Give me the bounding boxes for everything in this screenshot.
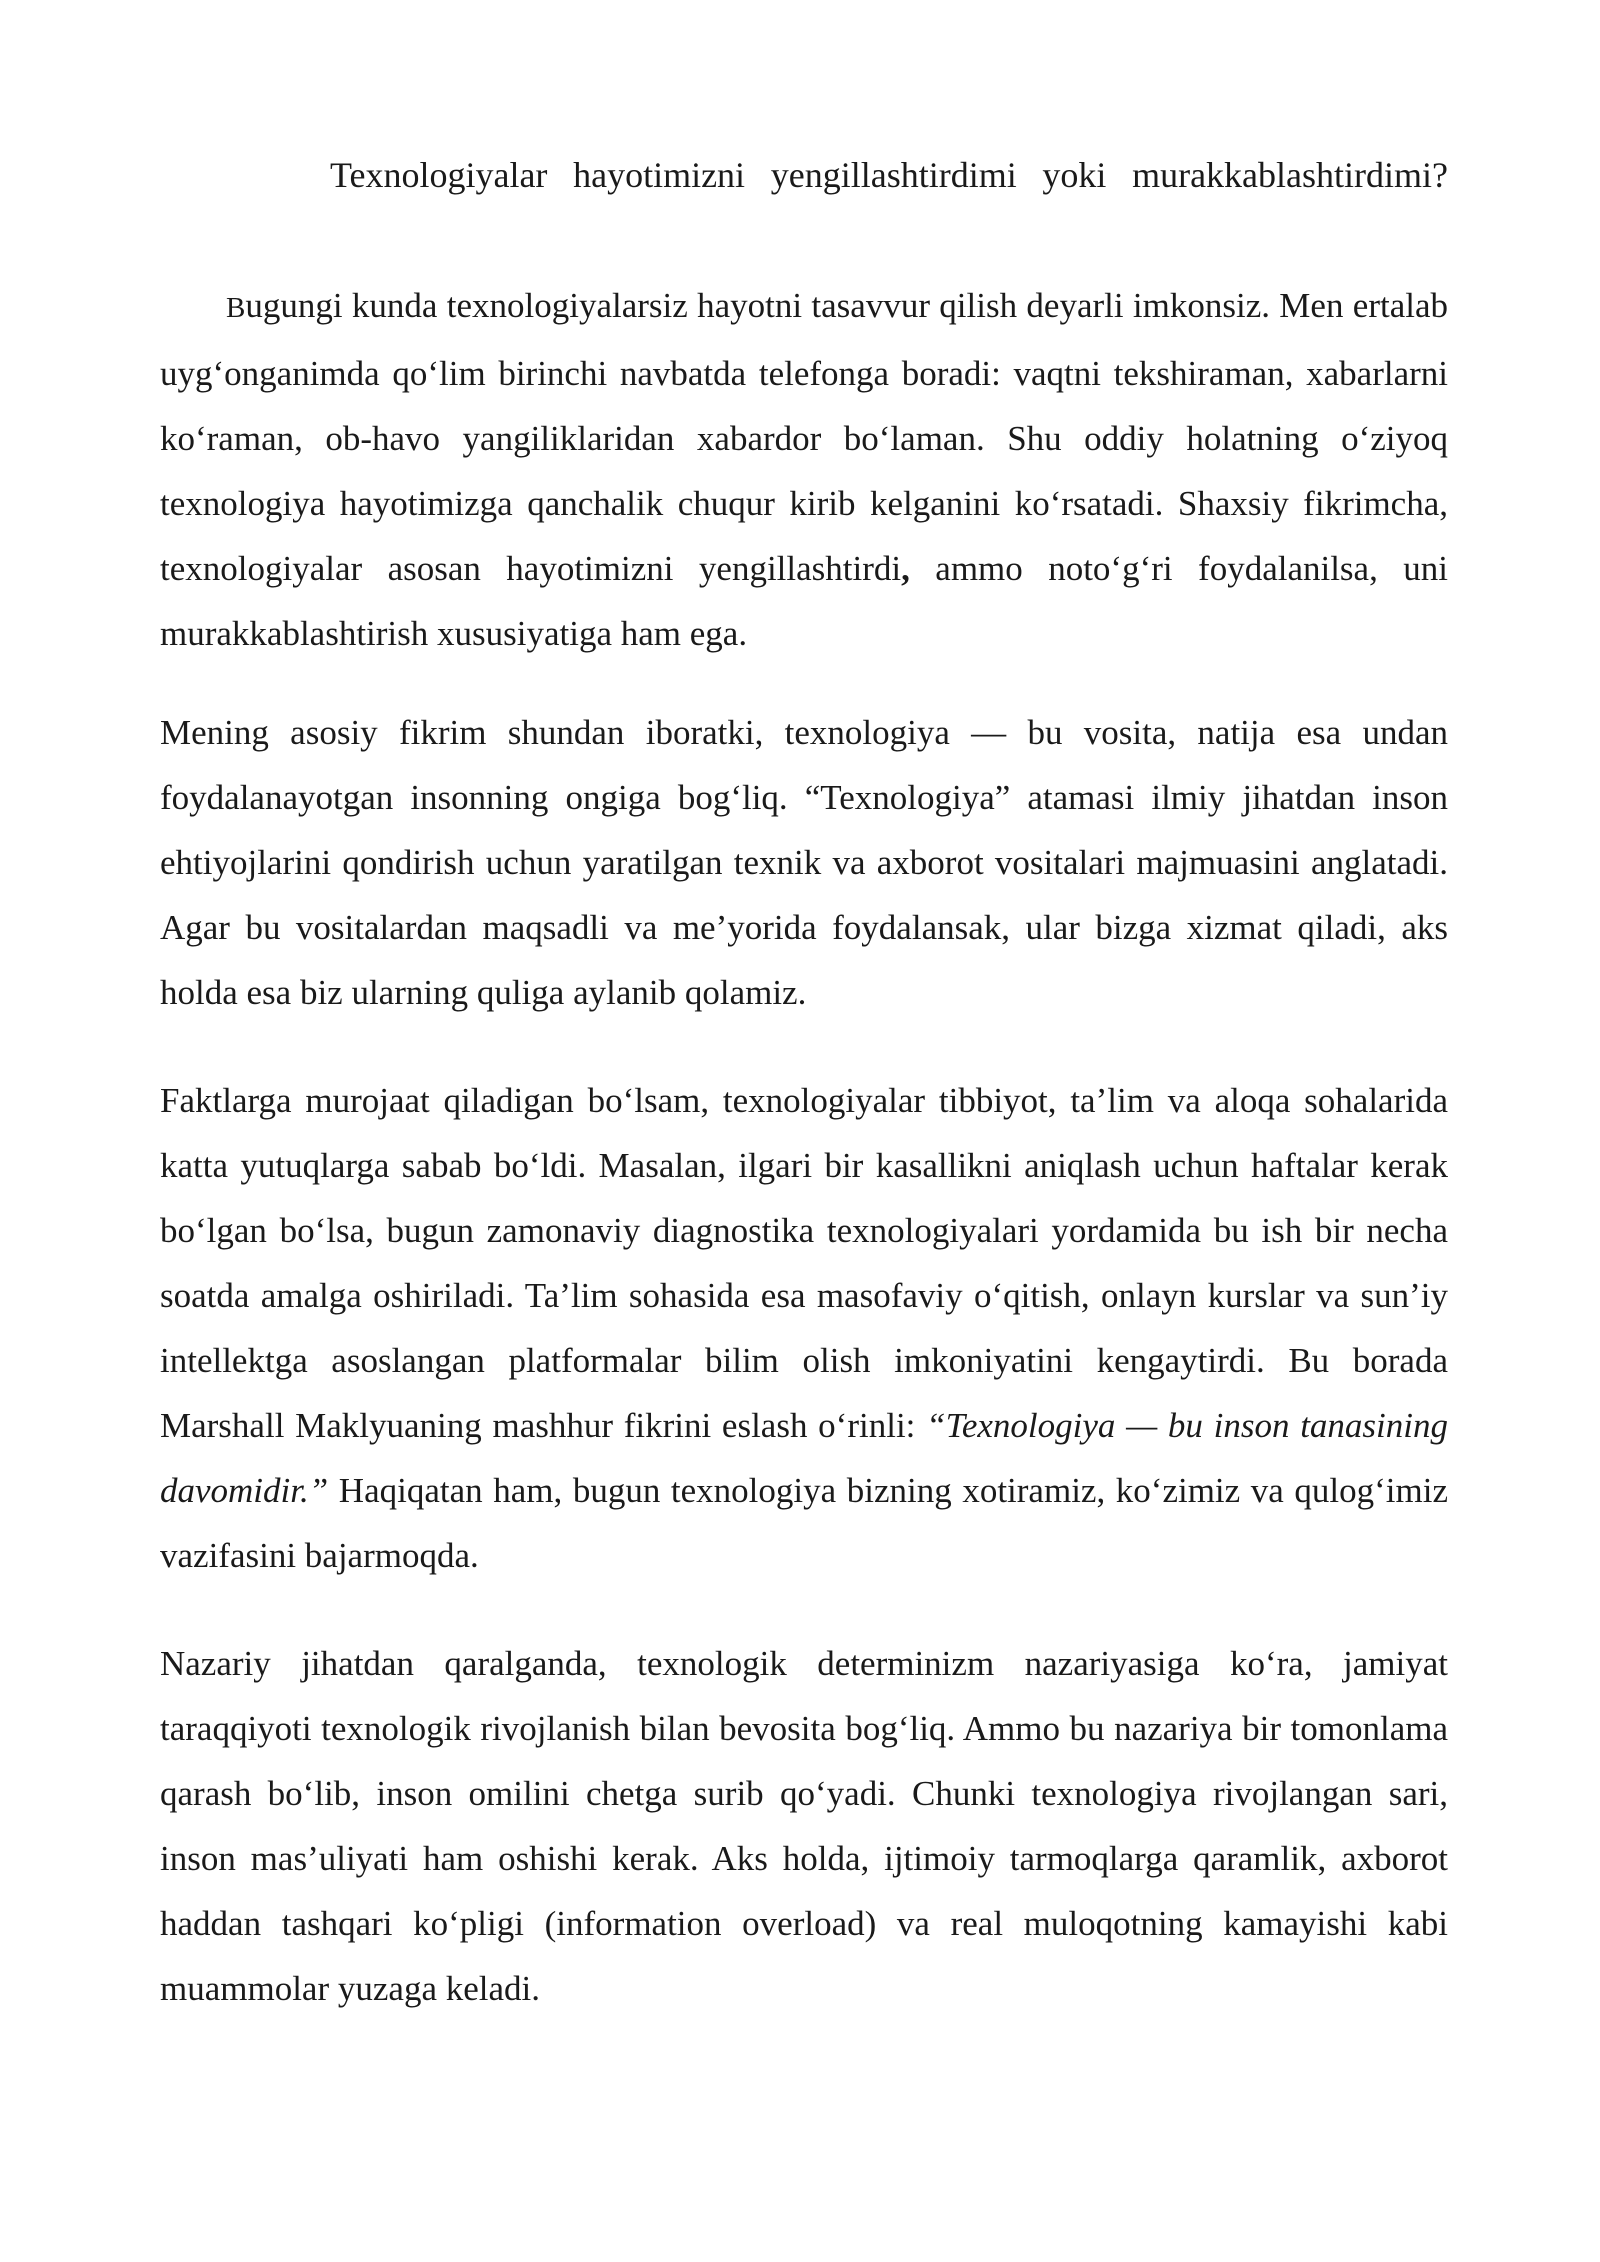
paragraph-intro [160, 273, 1448, 666]
paragraph-intro-text-a: ugungi kunda texnologiyalarsiz hayotni tasavvur qilish deyarli imkonsiz. Men ertalab uyg‘onganimda qo‘lim birinchi navbatda telefonga boradi: vaqtni tekshiraman, xabarlarni ko‘raman, ob-havo yangiliklaridan xabardor bo‘laman. Shu oddiy holatning o‘ziyoq texnologiya hayotimizga qanchalik chuqur kirib kelganini ko‘rsatadi. Shaxsiy fikrimcha, texnologiyalar asosan hayotimizni yengillashtirdi [160, 286, 1448, 588]
paragraph-facts-text-b: Haqiqatan ham, bugun texnologiya bizning xotiramiz, ko‘zimiz va qulog‘imiz vazifasini bajarmoqda. [160, 1471, 1448, 1575]
paragraph-intro-first-letter: B [226, 292, 246, 324]
paragraph-facts-text-a: Faktlarga murojaat qiladigan bo‘lsam, texnologiyalar tibbiyot, ta’lim va aloqa sohalarida katta yutuqlarga sabab bo‘ldi. Masalan, ilgari bir kasallikni aniqlash uchun haftalar kerak bo‘lgan bo‘lsa, bugun zamonaviy diagnostika texnologiyalari yordamida bu ish bir necha soatda amalga oshiriladi. Ta’lim sohasida esa masofaviy o‘qitish, onlayn kurslar va sun’iy intellektga asoslangan platformalar bilim olish imkoniyatini kengaytirdi. Bu borada Marshall Maklyuaning mashhur fikrini eslash o‘rinli: [160, 1081, 1448, 1445]
mcluhan-quote: “Texnologiya — bu inson tanasining davomidir.” [160, 1406, 1449, 1510]
paragraph-intro-comma: , [901, 549, 910, 588]
paragraph-main-idea: Mening asosiy fikrim shundan iboratki, texnologiya — bu vosita, natija esa undan foydalanayotgan insonning ongiga bog‘liq. “Texnologiya” atamasi ilmiy jihatdan inson ehtiyojlarini qondirish uchun yaratilgan texnik va axborot vositalari majmuasini anglatadi. Agar bu vositalardan maqsadli va me’yorida foydalansak, ular bizga xizmat qiladi, aks holda esa biz ularning quliga aylanib qolamiz. [160, 713, 1448, 1012]
paragraph-theory: Nazariy jihatdan qaralganda, texnologik determinizm nazariyasiga ko‘ra, jamiyat taraqqiyoti texnologik rivojlanish bilan bevosita bog‘liq. Ammo bu nazariya bir tomonlama qarash bo‘lib, inson omilini chetga surib qo‘yadi. Chunki texnologiya rivojlangan sari, inson mas’uliyati ham oshishi kerak. Aks holda, ijtimoiy tarmoqlarga qaramlik, axborot haddan tashqari ko‘pligi (information overload) va real muloqotning kamayishi kabi muammolar yuzaga keladi. [160, 1644, 1448, 2008]
document-title: Texnologiyalar hayotimizni yengillashtirdimi yoki murakkablashtirdimi? [330, 155, 1448, 195]
paragraph-intro-text-b: ammo noto‘g‘ri foydalanilsa, uni murakkablashtirish xususiyatiga ham ega. [160, 549, 1448, 653]
paragraph-facts [160, 1068, 1448, 1588]
